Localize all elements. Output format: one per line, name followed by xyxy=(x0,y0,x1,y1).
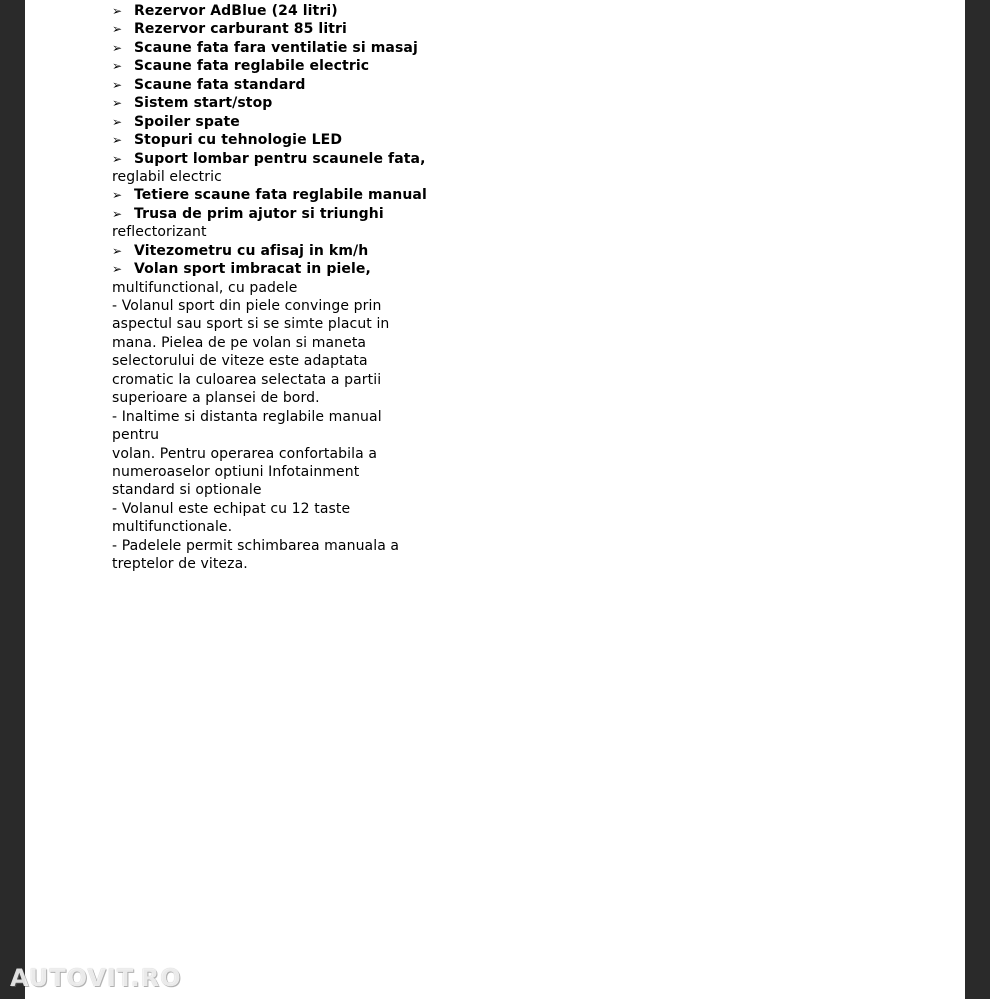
text-line xyxy=(112,223,412,241)
text-line xyxy=(112,518,412,536)
line-text: mana. Pielea de pe volan si maneta xyxy=(112,334,367,351)
line-text: Suport lombar pentru scaunele fata, xyxy=(134,150,426,167)
line-text: cromatic la culoarea selectata a partii xyxy=(112,371,382,388)
line-text: multifunctionale. xyxy=(112,519,233,536)
arrow-bullet-icon: ➢ xyxy=(112,114,123,129)
text-line xyxy=(112,297,412,315)
text-line xyxy=(112,389,412,407)
bullet-item xyxy=(112,113,412,131)
arrow-bullet-icon: ➢ xyxy=(112,96,123,111)
line-text: Stopuri cu tehnologie LED xyxy=(134,132,343,149)
line-text: Spoiler spate xyxy=(134,113,240,130)
line-text: reglabil electric xyxy=(112,168,222,185)
line-text: Scaune fata standard xyxy=(134,76,306,93)
bullet-item xyxy=(112,242,412,260)
line-text: multifunctional, cu padele xyxy=(112,279,298,296)
arrow-bullet-icon: ➢ xyxy=(112,188,123,203)
text-line xyxy=(112,481,412,499)
line-text: - Volanul este echipat cu 12 taste xyxy=(112,500,351,517)
line-text: - Volanul sport din piele convinge prin xyxy=(112,298,382,314)
line-text: reflectorizant xyxy=(112,224,207,241)
line-text: - Padelele permit schimbarea manuala a xyxy=(112,537,400,554)
text-line xyxy=(112,408,412,426)
bullet-item xyxy=(112,20,412,38)
line-text: Trusa de prim ajutor si triunghi xyxy=(134,205,384,222)
bullet-item xyxy=(112,260,412,278)
text-line xyxy=(112,463,412,481)
text-line xyxy=(112,168,412,186)
text-line xyxy=(112,279,412,297)
arrow-bullet-icon: ➢ xyxy=(112,206,123,221)
text-line xyxy=(112,371,412,389)
line-text: selectorului de viteze este adaptata xyxy=(112,353,368,370)
line-text: Rezervor AdBlue (24 litri) xyxy=(134,3,338,19)
bullet-item xyxy=(112,186,427,204)
text-line xyxy=(112,426,412,444)
line-text: Vitezometru cu afisaj in km/h xyxy=(134,242,369,259)
bullet-item xyxy=(112,2,412,20)
arrow-bullet-icon: ➢ xyxy=(112,77,123,92)
line-text: Volan sport imbracat in piele, xyxy=(134,261,371,278)
feature-list xyxy=(112,2,427,574)
text-line xyxy=(112,334,412,352)
text-line xyxy=(112,537,412,555)
arrow-bullet-icon: ➢ xyxy=(112,4,123,18)
bullet-item xyxy=(112,131,412,149)
line-text: treptelor de viteza. xyxy=(112,556,248,573)
text-line xyxy=(112,352,412,370)
arrow-bullet-icon: ➢ xyxy=(112,243,123,258)
arrow-bullet-icon: ➢ xyxy=(112,151,123,166)
line-text: pentru xyxy=(112,427,160,444)
document-page xyxy=(25,0,965,999)
bullet-item xyxy=(112,39,418,57)
line-text: Scaune fata fara ventilatie si masaj xyxy=(134,39,418,56)
text-line xyxy=(112,555,412,573)
line-text: aspectul sau sport si se simte placut in xyxy=(112,316,390,333)
arrow-bullet-icon: ➢ xyxy=(112,262,123,277)
line-text: Scaune fata reglabile electric xyxy=(134,58,370,75)
line-text: volan. Pentru operarea confortabila a xyxy=(112,445,378,462)
line-text: Rezervor carburant 85 litri xyxy=(134,21,347,38)
line-text: standard si optionale xyxy=(112,482,262,499)
bullet-item xyxy=(112,76,412,94)
bullet-item xyxy=(112,57,412,75)
line-text: superioare a plansei de bord. xyxy=(112,390,320,407)
line-text: - Inaltime si distanta reglabile manual xyxy=(112,408,382,425)
arrow-bullet-icon: ➢ xyxy=(112,133,123,148)
line-text: Sistem start/stop xyxy=(134,95,273,112)
arrow-bullet-icon: ➢ xyxy=(112,22,123,37)
watermark-logo: AUTOVIT.RO xyxy=(10,964,182,992)
arrow-bullet-icon: ➢ xyxy=(112,59,123,74)
text-line xyxy=(112,445,412,463)
text-line xyxy=(112,500,412,518)
bullet-item xyxy=(112,150,426,168)
bullet-item xyxy=(112,205,412,223)
arrow-bullet-icon: ➢ xyxy=(112,40,123,55)
text-line xyxy=(112,315,412,333)
line-text: Tetiere scaune fata reglabile manual xyxy=(134,187,427,204)
line-text: numeroaselor optiuni Infotainment xyxy=(112,463,360,480)
bullet-item xyxy=(112,94,412,112)
